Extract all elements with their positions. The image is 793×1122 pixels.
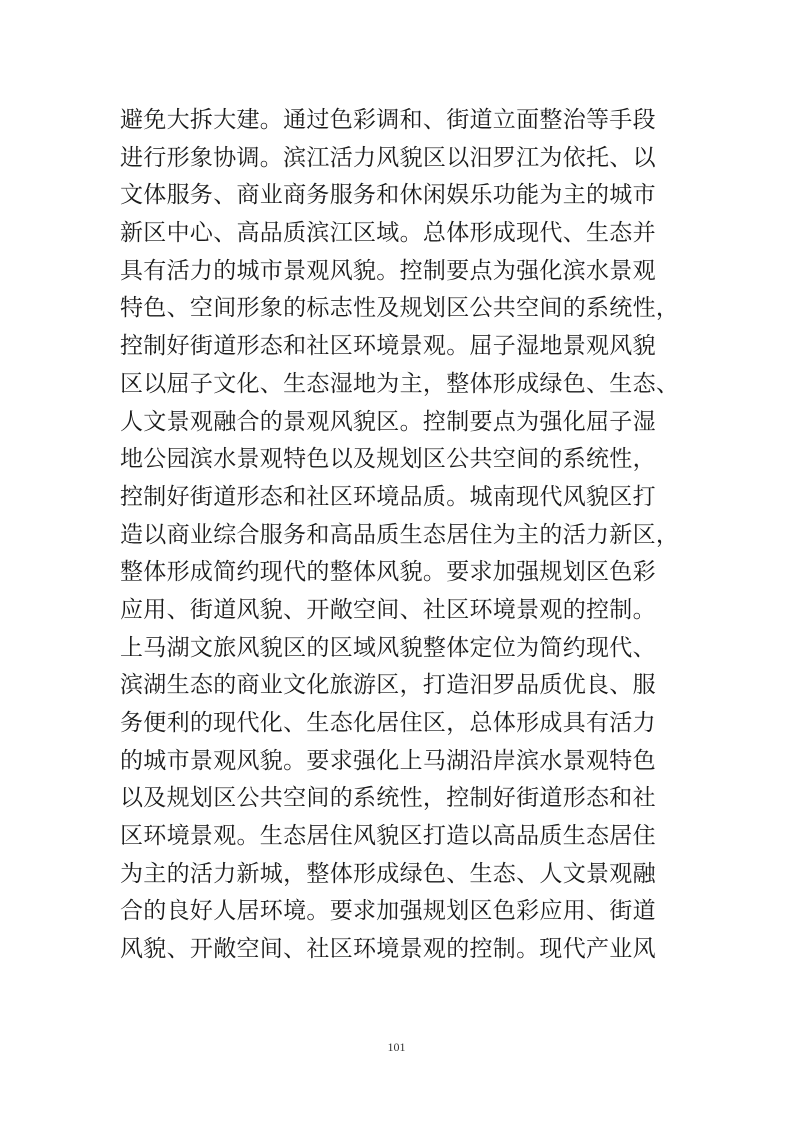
text-line: 特色、空间形象的标志性及规划区公共空间的系统性，: [120, 295, 680, 322]
text-line: 控制好街道形态和社区环境景观。屈子湿地景观风貌: [120, 333, 656, 360]
body-text: [120, 102, 680, 969]
text-line: 以及规划区公共空间的系统性，控制好街道形态和社: [120, 785, 656, 812]
page-number: 101: [387, 1040, 406, 1054]
text-line: 滨湖生态的商业文化旅游区，打造汨罗品质优良、服: [120, 672, 656, 699]
text-line: 上马湖文旅风貌区的区域风貌整体定位为简约现代、: [120, 634, 656, 661]
text-line: 进行形象协调。滨江活力风貌区以汨罗江为依托、以: [120, 144, 656, 171]
text-line: 控制好街道形态和社区环境品质。城南现代风貌区打: [120, 483, 656, 510]
text-line: 风貌、开敞空间、社区环境景观的控制。现代产业风: [120, 936, 656, 963]
text-line: 务便利的现代化、生态化居住区，总体形成具有活力: [120, 710, 656, 736]
text-line: 人文景观融合的景观风貌区。控制要点为强化屈子湿: [120, 408, 656, 435]
text-line: 文体服务、商业商务服务和休闲娱乐功能为主的城市: [120, 182, 656, 209]
text-line: 区环境景观。生态居住风貌区打造以高品质生态居住: [120, 823, 656, 850]
text-line: 具有活力的城市景观风貌。控制要点为强化滨水景观: [120, 257, 656, 284]
text-line: 应用、街道风貌、开敞空间、社区环境景观的控制。: [120, 596, 656, 623]
text-line: 新区中心、高品质滨江区域。总体形成现代、生态并: [120, 220, 656, 247]
text-line: 合的良好人居环境。要求加强规划区色彩应用、街道: [120, 898, 656, 925]
text-line: 整体形成简约现代的整体风貌。要求加强规划区色彩: [120, 559, 656, 586]
text-line: 的城市景观风貌。要求强化上马湖沿岸滨水景观特色: [120, 747, 656, 774]
text-line: 区以屈子文化、生态湿地为主，整体形成绿色、生态、: [120, 370, 680, 397]
text-line: 造以商业综合服务和高品质生态居住为主的活力新区，: [120, 521, 680, 548]
text-line: 为主的活力新城，整体形成绿色、生态、人文景观融: [120, 860, 656, 887]
text-line: 地公园滨水景观特色以及规划区公共空间的系统性，: [120, 446, 656, 473]
text-line: 避免大拆大建。通过色彩调和、街道立面整治等手段: [120, 107, 656, 133]
